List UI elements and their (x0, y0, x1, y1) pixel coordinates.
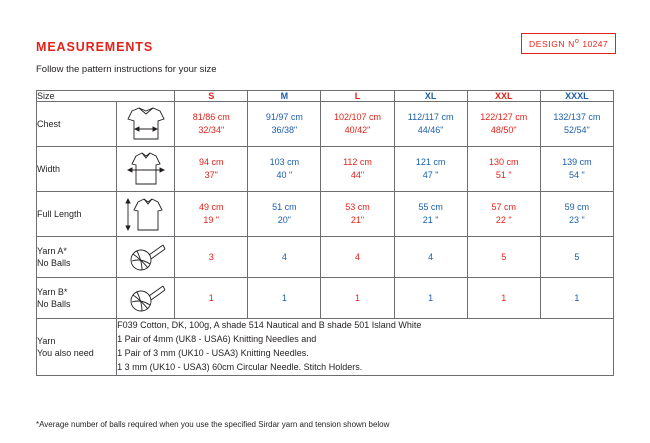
length-xxxl: 59 cm 23 " (540, 192, 613, 237)
yarn-details-line-4: 1 3 mm (UK10 - USA3) 60cm Circular Needle. Stitch Holders. (117, 361, 363, 372)
yarn-details-line-1: F039 Cotton, DK, 100g, A shade 514 Nautical and B shade 501 Island White (117, 320, 422, 330)
design-number-badge (521, 33, 616, 54)
size-column-xxl: XXL (467, 91, 540, 102)
yarn-a-balls-xxxl: 5 (540, 237, 613, 278)
size-column-xl: XL (394, 91, 467, 102)
yarn-a-balls-xl: 4 (394, 237, 467, 278)
table-row-full-length (37, 192, 614, 237)
width-s: 94 cm 37" (175, 147, 248, 192)
width-m: 103 cm 40 " (248, 147, 321, 192)
table-row-yarn-a (37, 237, 614, 278)
width-xxl: 130 cm 51 " (467, 147, 540, 192)
yarn-ball-icon (117, 278, 175, 319)
design-number: 10247 (582, 38, 608, 49)
length-m: 51 cm 20" (248, 192, 321, 237)
yarn-a-balls-s: 3 (175, 237, 248, 278)
yarn-ball-icon (117, 237, 175, 278)
size-column-l: L (321, 91, 394, 102)
width-xl: 121 cm 47 " (394, 147, 467, 192)
footnote: *Average number of balls required when you use the specified Sirdar yarn and tension shown below (36, 420, 390, 429)
chest-l: 102/107 cm 40/42" (321, 102, 394, 147)
yarn-b-balls-s: 1 (175, 278, 248, 319)
length-xxl: 57 cm 22 " (467, 192, 540, 237)
size-column-xxxl: XXXL (540, 91, 613, 102)
chest-xl: 112/117 cm 44/46" (394, 102, 467, 147)
yarn-b-balls-xl: 1 (394, 278, 467, 319)
length-xl: 55 cm 21 " (394, 192, 467, 237)
size-column-m: M (248, 91, 321, 102)
row-label-full-length: Full Length (37, 192, 117, 237)
chest-m: 91/97 cm 36/38" (248, 102, 321, 147)
width-xxxl: 139 cm 54 " (540, 147, 613, 192)
table-row-yarn-b (37, 278, 614, 319)
design-label: DESIGN N (528, 38, 575, 49)
sweater-chest-icon (117, 102, 175, 147)
yarn-details-line-3: 1 Pair of 3 mm (UK10 - USA3) Knitting Needles. (117, 347, 309, 358)
yarn-a-balls-m: 4 (248, 237, 321, 278)
yarn-b-balls-l: 1 (321, 278, 394, 319)
table-row-chest (37, 102, 614, 147)
row-label-width: Width (37, 147, 117, 192)
table-header-row (37, 91, 614, 102)
chest-xxl: 122/127 cm 48/50" (467, 102, 540, 147)
chest-s: 81/86 cm 32/34" (175, 102, 248, 147)
chest-xxxl: 132/137 cm 52/54" (540, 102, 613, 147)
sweater-length-icon (117, 192, 175, 237)
yarn-b-balls-xxl: 1 (467, 278, 540, 319)
table-row-yarn-details (37, 319, 614, 376)
row-label-yarn-a: Yarn A* No Balls (37, 237, 117, 278)
row-label-yarn-details: Yarn You also need (37, 319, 117, 376)
row-label-yarn-b: Yarn B* No Balls (37, 278, 117, 319)
yarn-b-balls-xxxl: 1 (540, 278, 613, 319)
yarn-details-text (117, 319, 614, 376)
size-column-s: S (175, 91, 248, 102)
row-label-chest: Chest (37, 102, 117, 147)
measurements-table (36, 90, 614, 376)
yarn-b-balls-m: 1 (248, 278, 321, 319)
table-row-width (37, 147, 614, 192)
design-ordinal: o (574, 37, 580, 45)
yarn-a-balls-l: 4 (321, 237, 394, 278)
width-l: 112 cm 44" (321, 147, 394, 192)
page-title: MEASUREMENTS (36, 40, 154, 54)
size-header-label: Size (37, 91, 175, 102)
sweater-width-icon (117, 147, 175, 192)
length-s: 49 cm 19 " (175, 192, 248, 237)
yarn-details-line-2: 1 Pair of 4mm (UK8 - USA6) Knitting Needles and (117, 333, 317, 344)
length-l: 53 cm 21" (321, 192, 394, 237)
yarn-a-balls-xxl: 5 (467, 237, 540, 278)
page-subtitle: Follow the pattern instructions for your size (36, 64, 217, 75)
